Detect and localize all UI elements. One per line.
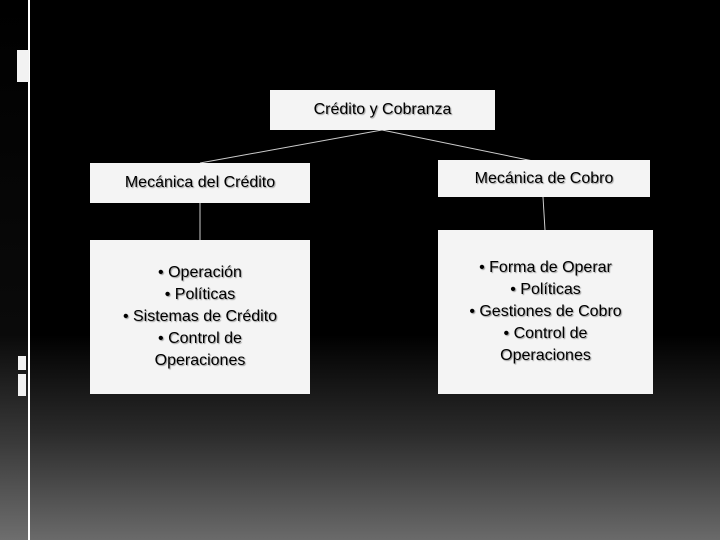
branch-details-credito [90, 240, 310, 394]
branch-heading-credito-label: Mecánica del Crédito [124, 174, 276, 191]
root-node-label: Crédito y Cobranza [313, 101, 452, 118]
connector-right-detail [543, 197, 545, 230]
branch-details-cobro [438, 230, 653, 394]
connector-root-left [200, 130, 382, 163]
branch-details-credito-text: • Operación • Políticas • Sistemas de Crédito • Control de Operaciones [122, 264, 278, 369]
branch-details-cobro-text: • Forma de Operar • Políticas • Gestiones de Cobro • Control de Operaciones [469, 259, 622, 364]
root-node [270, 90, 495, 130]
branch-heading-cobro [438, 160, 650, 197]
branch-heading-cobro-label: Mecánica de Cobro [474, 169, 614, 187]
branch-heading-credito [90, 163, 310, 203]
connector-root-right [382, 130, 543, 163]
